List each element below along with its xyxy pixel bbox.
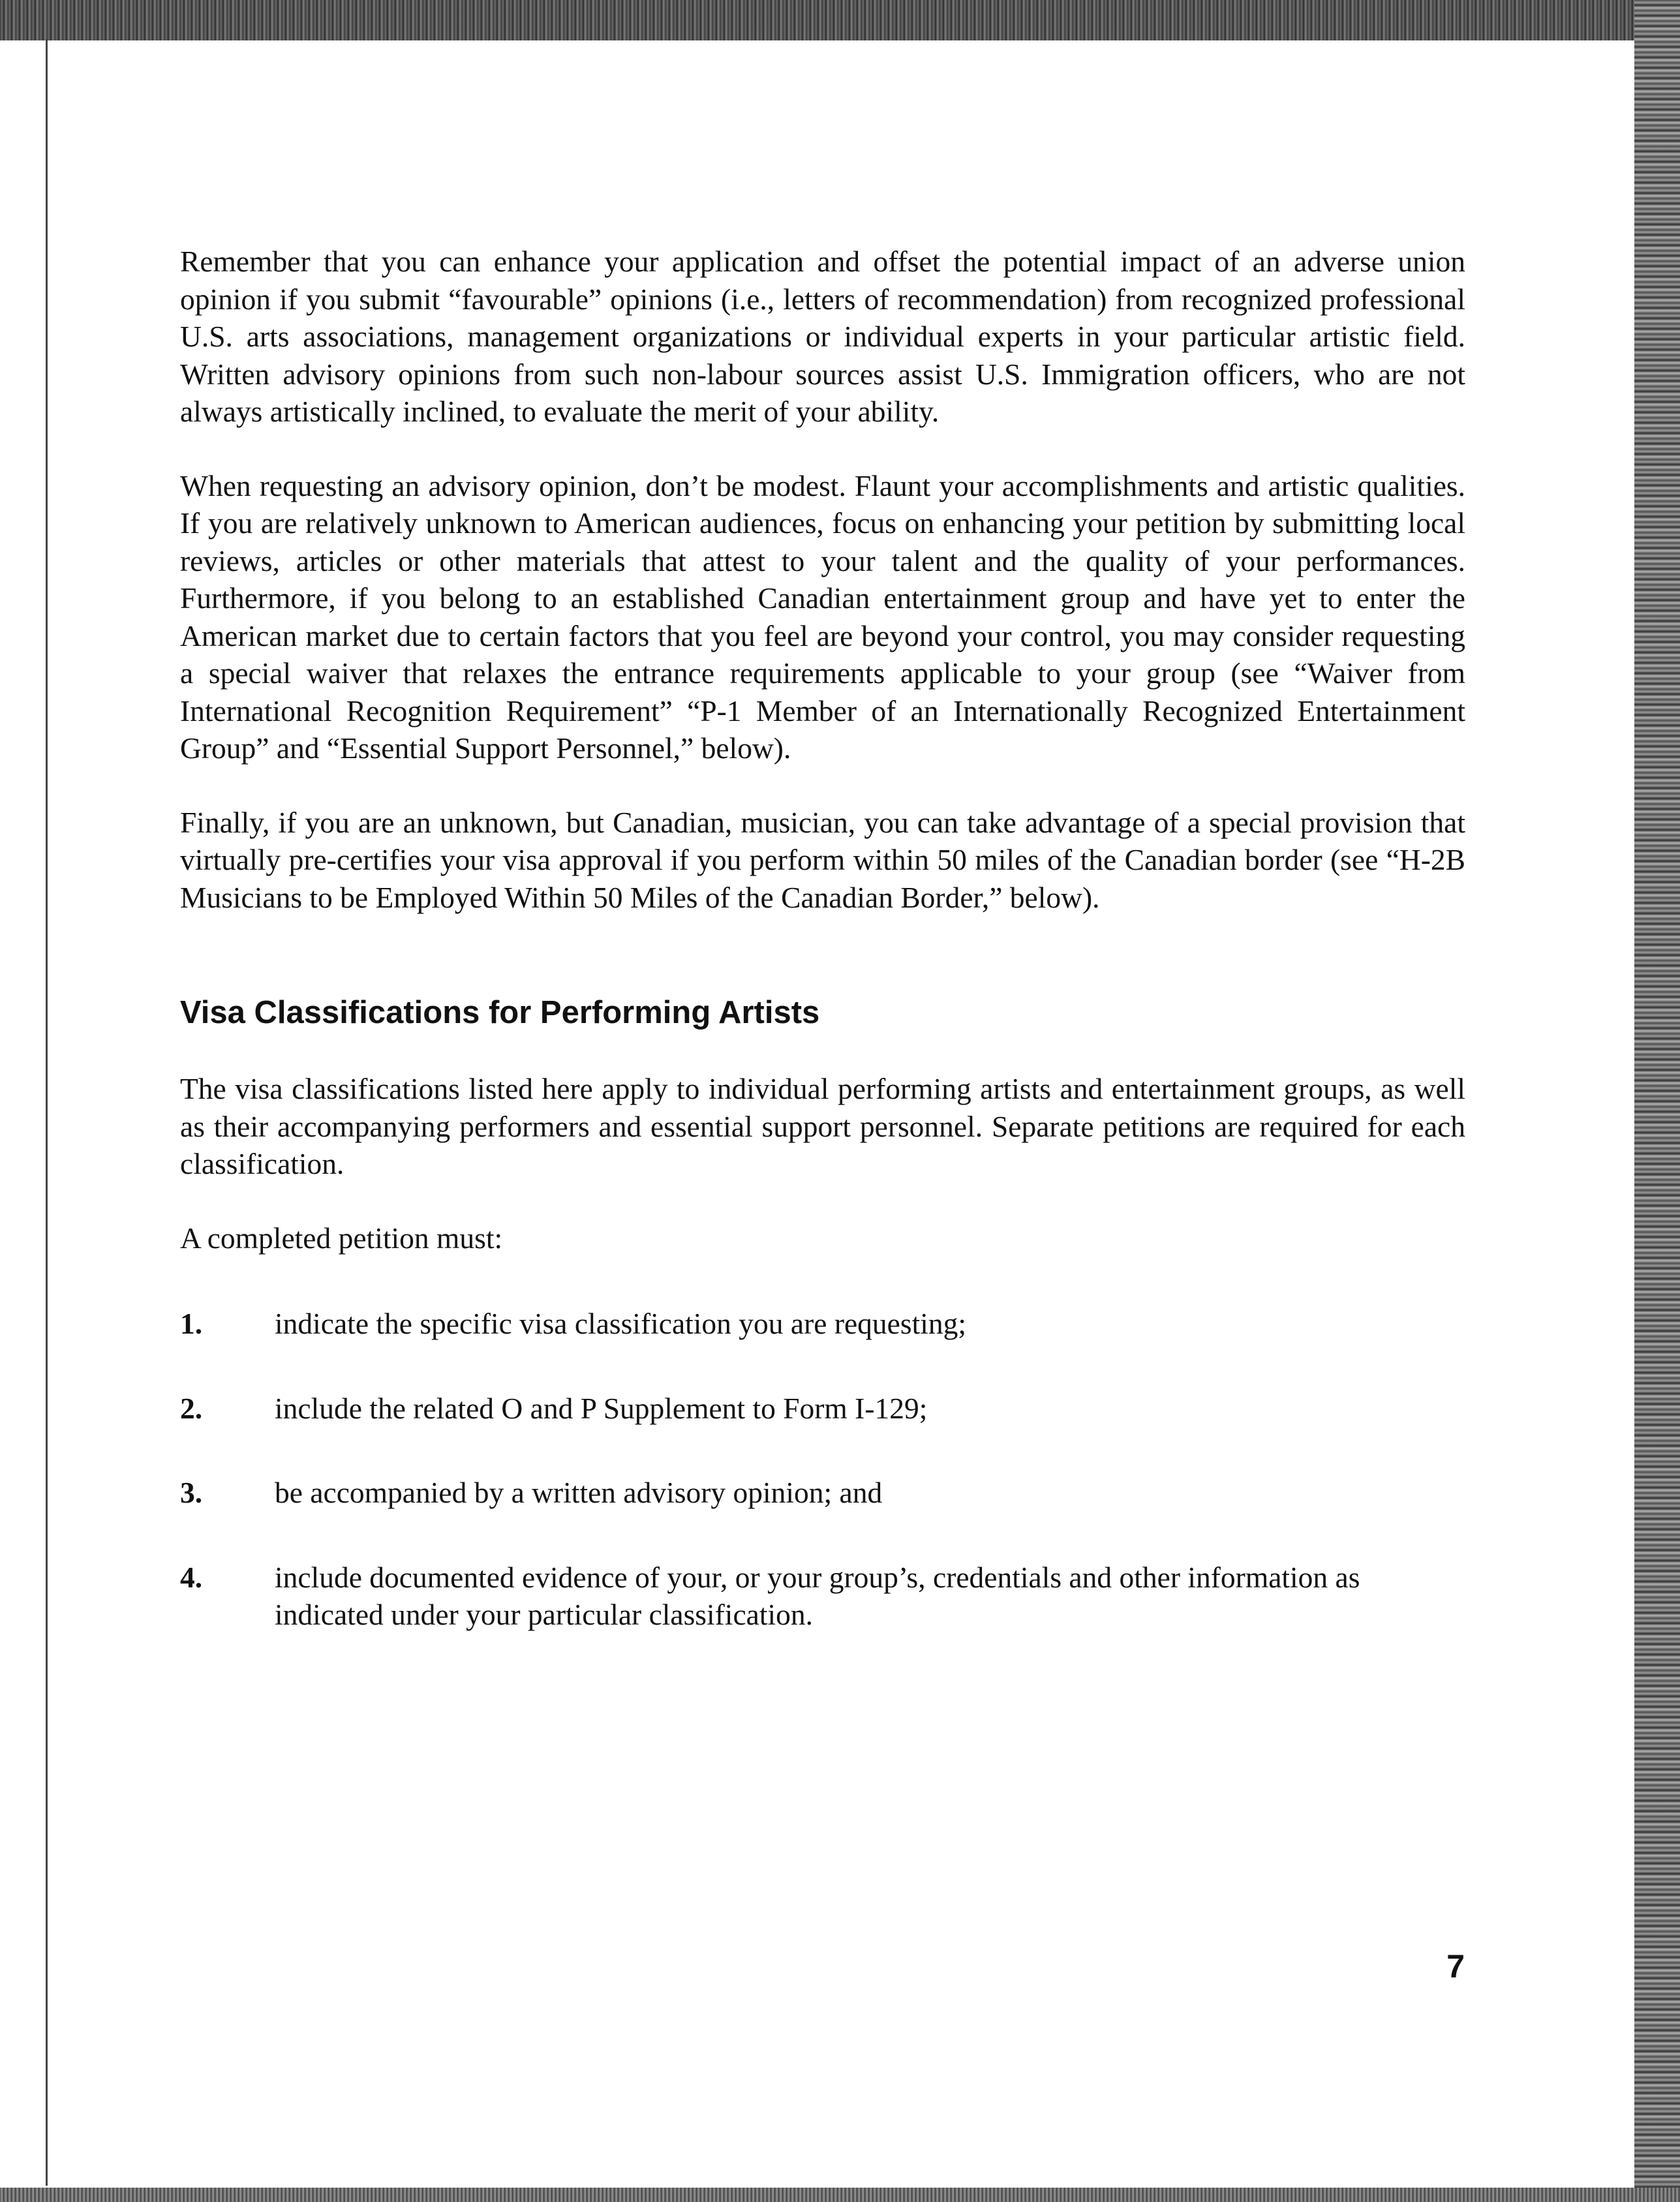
scan-edge-left <box>46 39 48 2186</box>
list-item-number: 2. <box>180 1391 203 1425</box>
paragraph-recommendations: Remember that you can enhance your application and offset the potential impact of an adverse union opinion if you submit “favourable” opinions (i.e., letters of recommendation) from recognized professional U.S. arts associations, management organizations or individual experts in your particular artistic field. Written advisory opinions from such non-labour sources assist U.S. Immigration officers, who are not always artistically inclined, to evaluate the merit of your ability. <box>180 245 1465 428</box>
list-item <box>180 1474 1465 1512</box>
list-item-number: 4. <box>180 1560 203 1594</box>
list-item <box>180 1305 1465 1343</box>
paragraph-visa-classifications: The visa classifications listed here apply to individual performing artists and entertainment groups, as well as their accompanying performers and essential support personnel. Separate petitions are required for each classification. <box>180 1072 1465 1180</box>
page-number: 7 <box>1446 1948 1465 1985</box>
scan-edge-bottom <box>0 2188 1680 2202</box>
list-item-number: 3. <box>180 1476 203 1509</box>
list-item-text: include the related O and P Supplement to Form I-129; <box>275 1391 928 1425</box>
list-item-number: 1. <box>180 1307 203 1340</box>
paragraph-lead-in: A completed petition must: <box>180 1221 503 1255</box>
scan-edge-right <box>1634 0 1680 2202</box>
page-content <box>180 243 1465 1681</box>
section-heading: Visa Classifications for Performing Artists <box>180 995 820 1030</box>
list-item-text: include documented evidence of your, or your group’s, credentials and other information as indicated under your particular classification. <box>275 1560 1360 1631</box>
paragraph-canadian-musician: Finally, if you are an unknown, but Canadian, musician, you can take advantage of a special provision that virtually pre-certifies your visa approval if you perform within 50 miles of the Canadian border (see “H-2B Musicians to be Employed Within 50 Miles of the Canadian Border,” below). <box>180 805 1465 914</box>
requirements-list <box>180 1305 1465 1634</box>
list-item-text: be accompanied by a written advisory opinion; and <box>275 1476 883 1509</box>
list-item <box>180 1390 1465 1428</box>
scan-edge-top <box>0 0 1680 40</box>
list-item <box>180 1559 1465 1634</box>
paragraph-advisory-opinion: When requesting an advisory opinion, don’t be modest. Flaunt your accomplishments and artistic qualities. If you are relatively unknown to American audiences, focus on enhancing your petition by submitting local reviews, articles or other materials that attest to your talent and the quality of your performances. Furthermore, if you belong to an established Canadian entertainment group and have yet to enter the American market due to certain factors that you feel are beyond your control, you may consider requesting a special waiver that relaxes the entrance requirements applicable to your group (see “Waiver from International Recognition Requirement” “P-1 Member of an Internationally Recognized Entertainment Group” and “Essential Support Personnel,” below). <box>180 468 1465 765</box>
list-item-text: indicate the specific visa classification you are requesting; <box>275 1307 967 1340</box>
